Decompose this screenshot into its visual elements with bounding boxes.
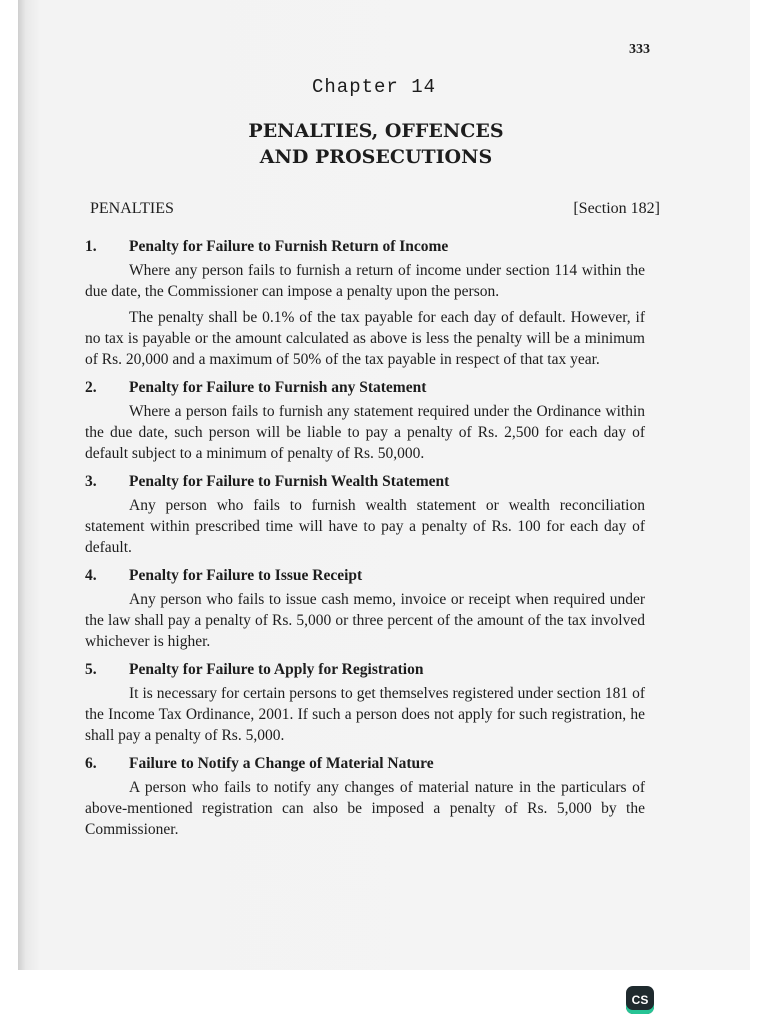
item-heading-text: Penalty for Failure to Furnish Wealth Statement	[129, 473, 450, 490]
item-heading-text: Penalty for Failure to Furnish any Statement	[129, 379, 427, 396]
item-heading-text: Penalty for Failure to Issue Receipt	[129, 567, 363, 584]
item-heading	[85, 659, 645, 680]
item-number: 6.	[85, 755, 97, 772]
item-body	[85, 260, 645, 370]
item-paragraph: A person who fails to notify any changes of material nature in the particulars of above-mentioned registration can also be imposed a penalty of Rs. 5,000 by the Commissioner.	[85, 779, 645, 838]
section-heading	[90, 200, 660, 218]
item-paragraph: Any person who fails to furnish wealth statement or wealth reconciliation statement within prescribed time will have to pay a penalty of Rs. 100 for each day of default.	[85, 497, 645, 556]
item-heading	[85, 565, 645, 586]
item-number: 2.	[85, 379, 97, 396]
item-heading	[85, 753, 645, 774]
penalty-list	[85, 236, 645, 847]
item-body	[85, 683, 645, 746]
chapter-title-line-1: PENALTIES, OFFENCES	[248, 120, 504, 142]
penalty-item	[85, 236, 645, 370]
item-body	[85, 495, 645, 558]
item-number: 1.	[85, 238, 97, 255]
item-body	[85, 777, 645, 840]
item-number: 5.	[85, 661, 97, 678]
section-title: PENALTIES	[90, 200, 174, 217]
penalty-item	[85, 753, 645, 840]
item-paragraph: The penalty shall be 0.1% of the tax payable for each day of default. However, if no tax is payable or the amount calculated as above is less the penalty will be a minimum of Rs. 20,000 and a maximum of 50% of the tax payable in respect of that tax year.	[85, 309, 645, 368]
chapter-title	[18, 118, 742, 170]
item-heading	[85, 236, 645, 257]
penalty-item	[85, 565, 645, 652]
item-paragraph: Any person who fails to issue cash memo, invoice or receipt when required under the law shall pay a penalty of Rs. 5,000 or three percent of the amount of the tax involved whichever is higher.	[85, 591, 645, 650]
item-paragraph: It is necessary for certain persons to get themselves registered under section 181 of the Income Tax Ordinance, 2001. If such a person does not apply for such registration, he shall pay a penalty of Rs. 5,000.	[85, 685, 645, 744]
item-heading-text: Failure to Notify a Change of Material Nature	[129, 755, 434, 772]
camscanner-badge-icon: CS	[626, 986, 654, 1014]
item-body	[85, 401, 645, 464]
chapter-label: Chapter 14	[311, 76, 437, 98]
item-paragraph: Where a person fails to furnish any statement required under the Ordinance within the due date, such person will be liable to pay a penalty of Rs. 2,500 for each day of default subject to a minimum of penalty of Rs. 50,000.	[85, 403, 645, 462]
page-number: 333	[629, 42, 650, 57]
chapter-title-line-2: AND PROSECUTIONS	[259, 146, 493, 168]
section-reference: [Section 182]	[573, 200, 660, 217]
scanned-page	[18, 0, 750, 970]
item-number: 4.	[85, 567, 97, 584]
item-paragraph: Where any person fails to furnish a return of income under section 114 within the due date, the Commissioner can impose a penalty upon the person.	[85, 262, 645, 300]
penalty-item	[85, 471, 645, 558]
item-heading-text: Penalty for Failure to Apply for Registration	[129, 661, 424, 678]
item-heading	[85, 377, 645, 398]
penalty-item	[85, 659, 645, 746]
item-body	[85, 589, 645, 652]
item-heading-text: Penalty for Failure to Furnish Return of Income	[129, 238, 449, 255]
penalty-item	[85, 377, 645, 464]
item-number: 3.	[85, 473, 97, 490]
item-heading	[85, 471, 645, 492]
